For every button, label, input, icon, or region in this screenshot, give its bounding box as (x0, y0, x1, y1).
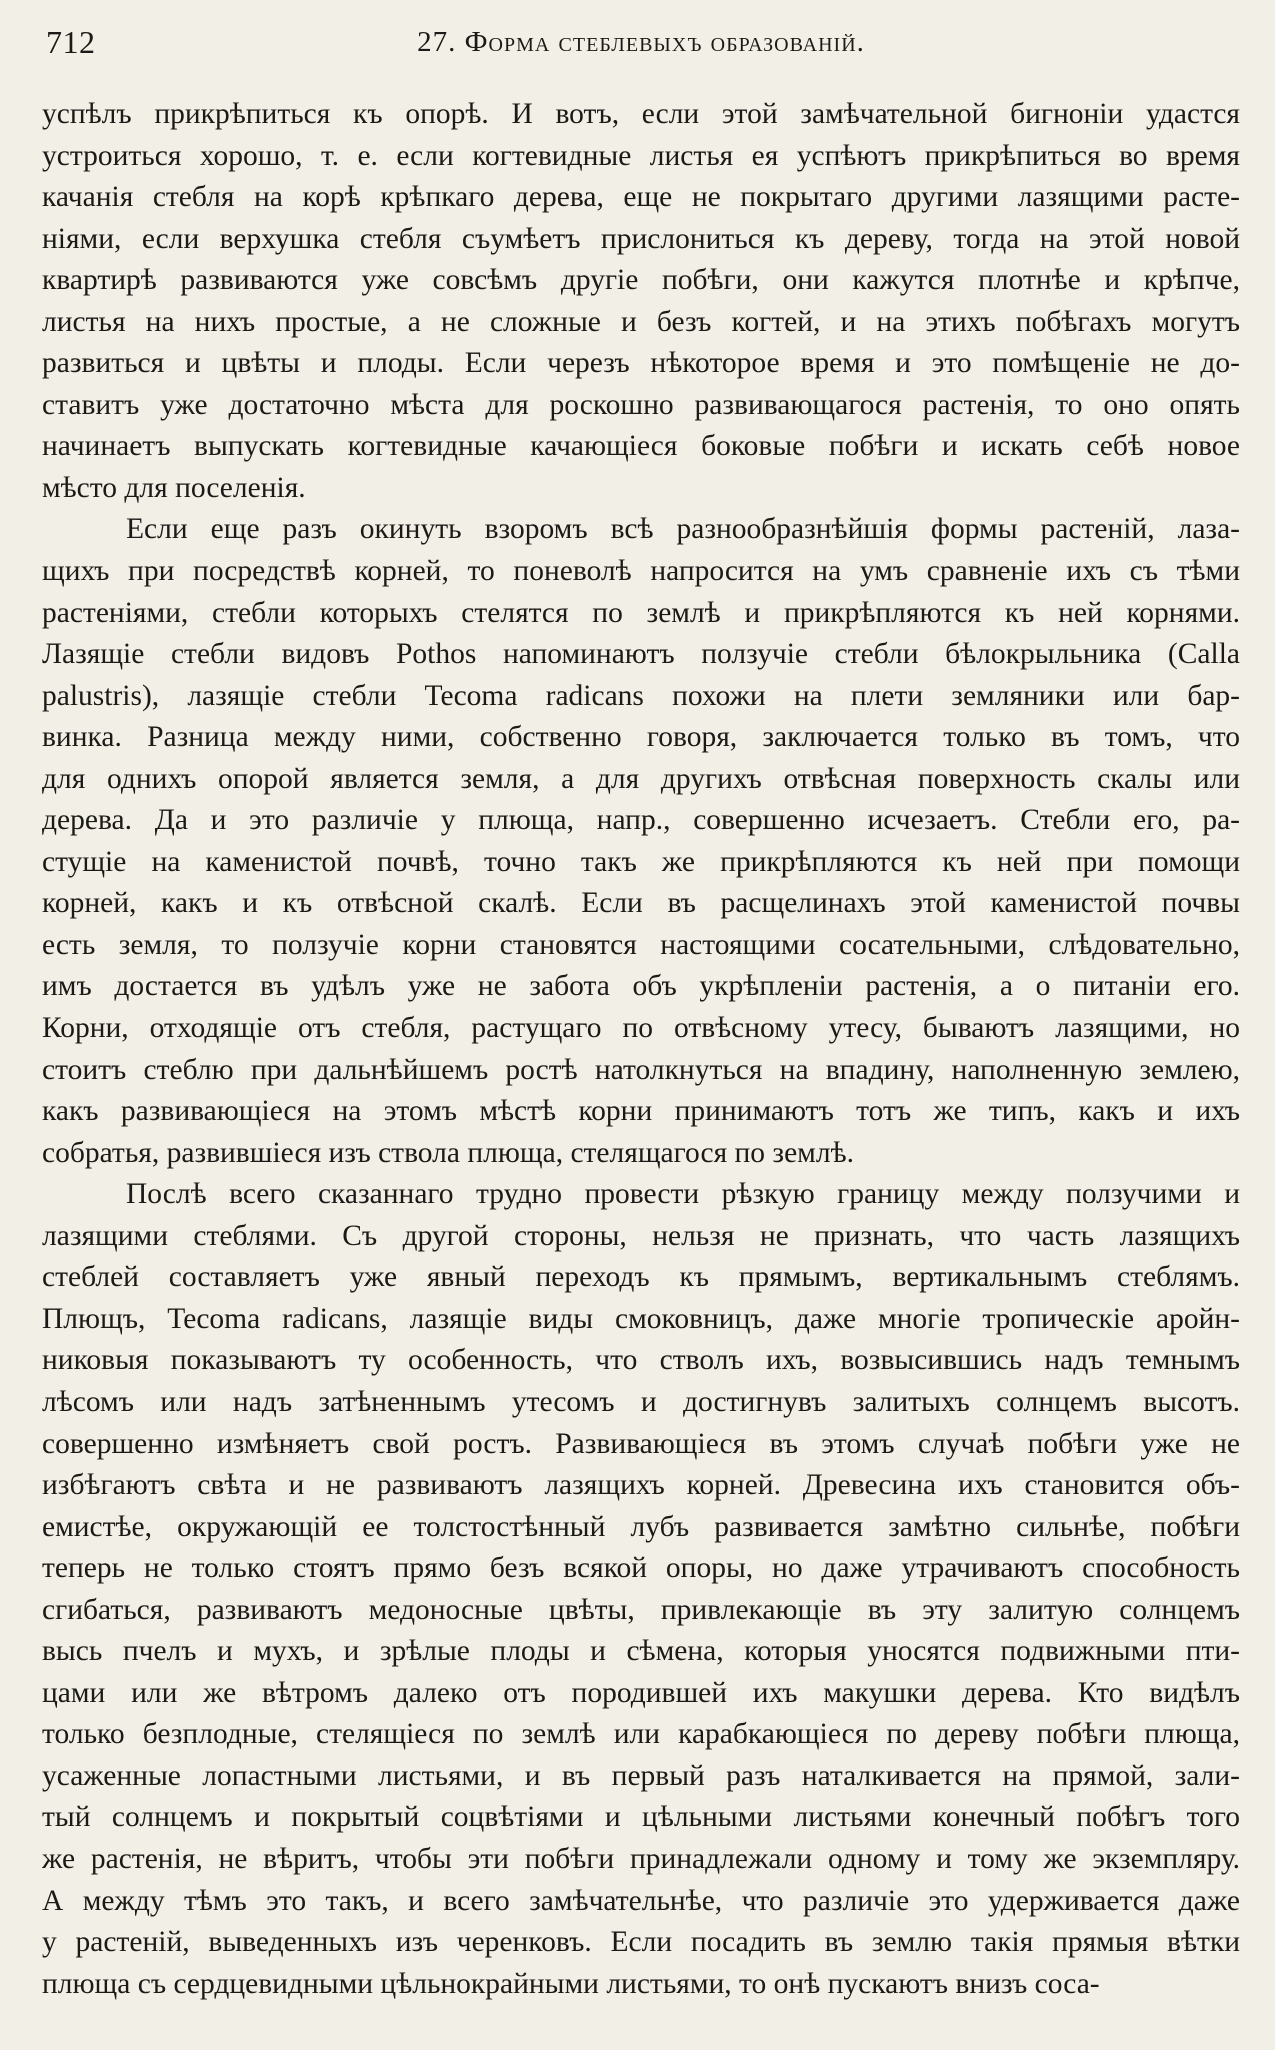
text-line: растеніями, стебли которыхъ стелятся по землѣ и прикрѣпляются къ ней корнями. (42, 596, 1240, 629)
page-number: 712 (46, 24, 96, 60)
text-line: Послѣ всего сказаннаго трудно провести рѣзкую границу между ползучими и (126, 1178, 1240, 1211)
text-line: же растенія, не вѣритъ, чтобы эти побѣги принадлежали одному и тому же экземпляру. (42, 1842, 1240, 1875)
text-line: только безплодные, стелящіеся по землѣ или карабкающіеся по дереву побѣги плюща, (42, 1718, 1240, 1751)
text-line: высь пчелъ и мухъ, и зрѣлые плоды и сѣмена, которыя уносятся подвижными пти- (42, 1635, 1240, 1668)
text-line: щихъ при посредствѣ корней, то поневолѣ напросится на умъ сравненіе ихъ съ тѣми (42, 555, 1240, 588)
text-line: совершенно измѣняетъ свой ростъ. Развивающіеся въ этомъ случаѣ побѣги уже не (42, 1427, 1240, 1460)
text-line: корней, какъ и къ отвѣсной скалѣ. Если въ расщелинахъ этой каменистой почвы (42, 887, 1240, 920)
text-line: ніями, если верхушка стебля съумѣетъ прислониться къ дереву, тогда на этой новой (42, 222, 1240, 255)
text-line: Плющъ, Tecoma radicans, лазящіе виды смоковницъ, даже многіе тропическіе аройн- (42, 1302, 1240, 1335)
text-line: palustris), лазящіе стебли Tecoma radicans похожи на плети земляники или бар- (42, 679, 1240, 712)
text-line: стоитъ стеблю при дальнѣйшемъ ростѣ натолкнуться на впадину, наполненную землею, (42, 1053, 1240, 1086)
text-line: начинаетъ выпускать когтевидные качающіеся боковые побѣги и искать себѣ новое (42, 430, 1240, 463)
text-line: дерева. Да и это различіе у плюща, напр., совершенно исчезаетъ. Стебли его, ра- (42, 804, 1240, 837)
text-line: избѣгаютъ свѣта и не развиваютъ лазящихъ корней. Древесина ихъ становится объ- (42, 1469, 1240, 1502)
text-line: лѣсомъ или надъ затѣненнымъ утесомъ и достигнувъ залитыхъ солнцемъ высотъ. (42, 1385, 1240, 1418)
text-line: ставитъ уже достаточно мѣста для роскошно развивающагося растенія, то оно опять (42, 388, 1240, 421)
text-line: Если еще разъ окинуть взоромъ всѣ разнообразнѣйшія формы растеній, лаза- (126, 513, 1240, 546)
text-line: у растеній, выведенныхъ изъ черенковъ. Если посадить въ землю такія прямыя вѣтки (42, 1926, 1240, 1959)
text-line: емистѣе, окружающій ее толстостѣнный лубъ развивается замѣтно сильнѣе, побѣги (42, 1510, 1240, 1543)
text-line: развиться и цвѣты и плоды. Если черезъ нѣкоторое время и это помѣщеніе не до- (42, 347, 1240, 380)
text-line: А между тѣмъ это такъ, и всего замѣчательнѣе, что различіе это удерживается даже (42, 1884, 1240, 1917)
text-line: устроиться хорошо, т. е. если когтевидные листья ея успѣютъ прикрѣпиться во время (42, 139, 1240, 172)
text-line: есть земля, то ползучіе корни становятся настоящими сосательными, слѣдовательно, (42, 928, 1240, 961)
text-line: никовыя показываютъ ту особенность, что стволъ ихъ, возвысившись надъ темнымъ (42, 1344, 1240, 1377)
text-line: стущіе на каменистой почвѣ, точно такъ же прикрѣпляются къ ней при помощи (42, 845, 1240, 878)
text-line: винка. Разница между ними, собственно говоря, заключается только въ томъ, что (42, 721, 1240, 754)
text-line: усаженные лопастными листьями, и въ первый разъ наталкивается на прямой, зали- (42, 1759, 1240, 1792)
text-line: тый солнцемъ и покрытый соцвѣтіями и цѣльными листьями конечный побѣгъ того (42, 1801, 1240, 1834)
text-line: качанія стебля на корѣ крѣпкаго дерева, еще не покрытаго другими лазящими расте- (42, 181, 1240, 214)
text-line: мѣсто для поселенія. (42, 471, 306, 504)
text-line: какъ развивающіеся на этомъ мѣстѣ корни принимаютъ тотъ же типъ, какъ и ихъ (42, 1095, 1240, 1128)
text-line: успѣлъ прикрѣпиться къ опорѣ. И вотъ, если этой замѣчательной бигноніи удастся (42, 98, 1240, 130)
text-line: собратья, развившіеся изъ ствола плюща, стелящагося по землѣ. (42, 1136, 854, 1169)
text-line: листья на нихъ простые, а не сложные и безъ когтей, и на этихъ побѣгахъ могутъ (42, 305, 1240, 338)
text-line: для однихъ опорой является земля, а для другихъ отвѣсная поверхность скалы или (42, 762, 1240, 795)
text-line: цами или же вѣтромъ далеко отъ породившей ихъ макушки дерева. Кто видѣлъ (42, 1676, 1240, 1709)
text-line: плюща съ сердцевидными цѣльнокрайными листьями, то онѣ пускаютъ внизъ соса- (42, 1967, 1100, 2000)
text-line: сгибаться, развиваютъ медоносные цвѣты, привлекающіе въ эту залитую солнцемъ (42, 1593, 1240, 1626)
text-line: имъ достается въ удѣлъ уже не забота объ укрѣпленіи растенія, а о питаніи его. (42, 970, 1240, 1003)
text-line: квартирѣ развиваются уже совсѣмъ другіе побѣги, они кажутся плотнѣе и крѣпче, (42, 264, 1240, 297)
text-line: стеблей составляетъ уже явный переходъ къ прямымъ, вертикальнымъ стеблямъ. (42, 1261, 1240, 1294)
text-line: Корни, отходящіе отъ стебля, растущаго по отвѣсному утесу, бываютъ лазящими, но (42, 1012, 1240, 1045)
text-line: лазящими стеблями. Съ другой стороны, нельзя не признать, что часть лазящихъ (42, 1219, 1240, 1252)
chapter-title: 27. Форма стеблевыхъ образованій. (417, 26, 865, 58)
body-text (42, 94, 1240, 2005)
text-line: Лазящіе стебли видовъ Pothos напоминаютъ ползучіе стебли бѣлокрыльника (Calla (42, 638, 1240, 671)
running-head (42, 20, 1240, 64)
text-line: теперь не только стоятъ прямо безъ всякой опоры, но даже утрачиваютъ способность (42, 1552, 1240, 1585)
